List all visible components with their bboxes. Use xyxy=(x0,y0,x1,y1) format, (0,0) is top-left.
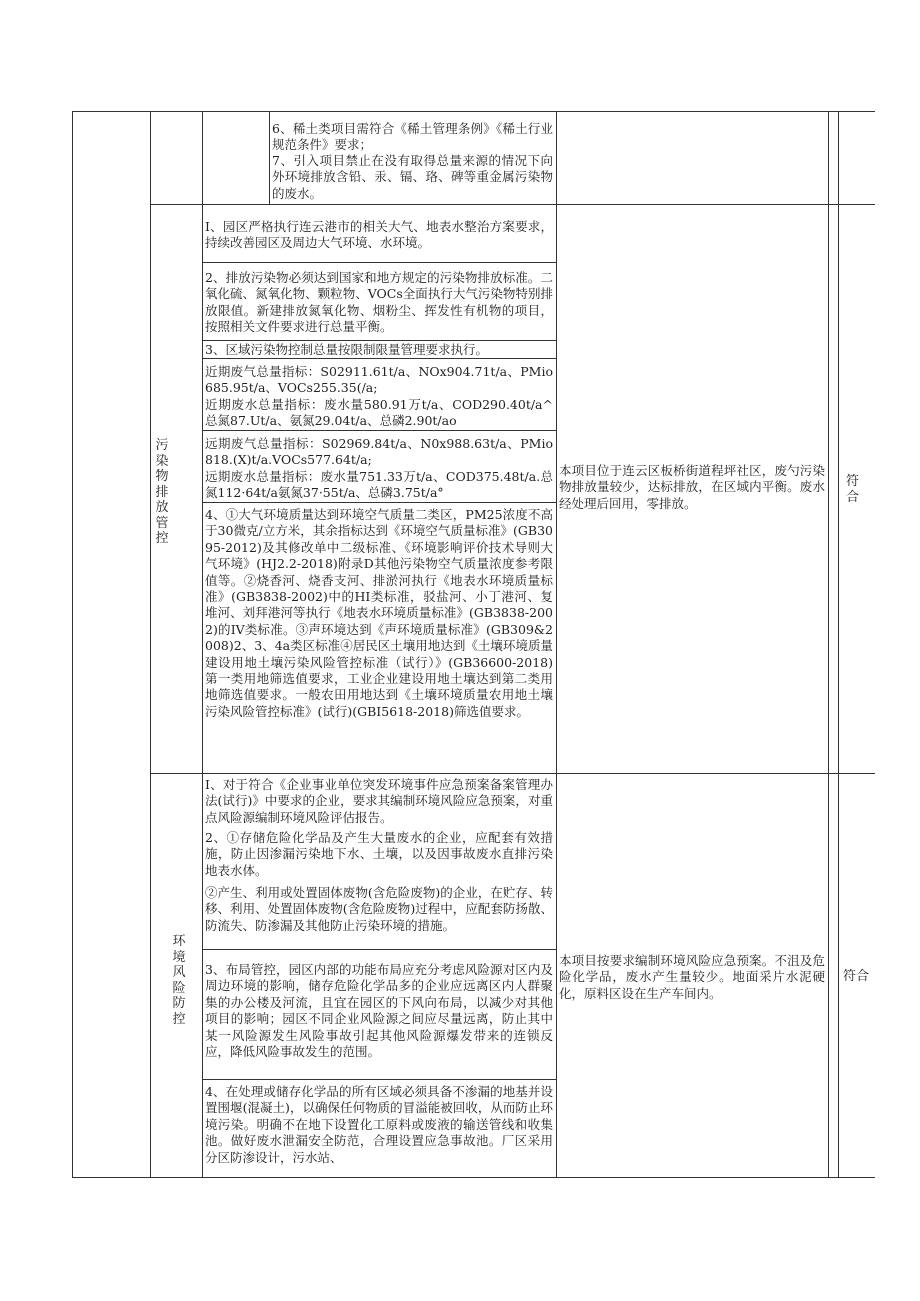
requirement-text: 4、在处理或储存化学品的所有区域必须具备不渗漏的地基并设置围堰(混凝土)，以确保任何物质的冒溢能被回收，从而防止环境污染。明确不在地下设置化工原料或废液的输送管线和收集池。做好废水泄漏安全防范，合理设置应急事故池。厂区采用分区防渗设计，污水站、 xyxy=(205,1084,553,1165)
column-rule-4 xyxy=(556,111,557,1177)
requirement-text: ②产生、利用或处置固体废物(含危险废物)的企业，在贮存、转移、利用、处置固体废物(含危险废物)过程中，应配套防扬散、防流失、防渗漏及其他防止污染环境的措施。 xyxy=(205,885,553,933)
table-border-left xyxy=(72,111,73,1177)
requirement-text: 3、区域污染物控制总量按限制限量管理要求执行。 xyxy=(205,342,488,357)
requirement-text: 近期废水总量指标：废水量580.91万t/a、COD290.40t/a^总氮87.Ut/a、氨氮29.04t/a、总磷2.90t/ao xyxy=(205,397,553,429)
table-border-bottom xyxy=(72,1177,875,1178)
requirement-text: 近期废气总量指标：S02911.61t/a、NOx904.71t/a、PMio685.95t/a、VOCs255.35(/a; xyxy=(205,364,553,396)
row-divider xyxy=(202,502,556,503)
column-rule-3 xyxy=(269,111,270,205)
table-border-top xyxy=(72,111,875,112)
requirement-text: 3、布局管控，园区内部的功能布局应充分考虑风险源对区内及周边环境的影响，储存危险化学品多的企业应远离区内人群聚集的办公楼及河流，且宜在园区的下风向布局，以减少对其他项目的影响；园区不同企业风险源之间应尽量远离，防止其中某一风险源发生风险事故引起其他风险源爆发带来的连锁反应，降低风险事故发生的范围。 xyxy=(205,962,553,1060)
row-divider xyxy=(202,949,556,950)
section-divider-1 xyxy=(150,204,875,205)
column-rule-6 xyxy=(838,111,839,1177)
requirement-text: I、对于符合《企业事业单位突发环境事件应急预案备案管理办法(试行)》中要求的企业，要求其编制环境风险应急预案，对重点风险源编制环境风险评估报告。 xyxy=(205,777,553,825)
requirement-text: I、园区严格执行连云港市的相关大气、地表水整治方案要求，持续改善园区及周边大气环境、水环境。 xyxy=(205,219,553,251)
requirement-text: 2、①存储危险化学品及产生大量废水的企业，应配套有效措施，防止因渗漏污染地下水、土壤，以及因事故废水直排污染地表水体。 xyxy=(205,830,553,878)
requirement-text: 2、排放污染物必须达到国家和地方规定的污染物排放标准。二氧化硫、氮氧化物、颗粒物、VOCs全面执行大气污染物特别排放限值。新建排放氮氧化物、烟粉尘、挥发性有机物的项目，按照相关文件要求进行总量平衡。 xyxy=(205,270,553,335)
category-label: 污 染 物 排 放 管 控 xyxy=(155,438,169,546)
requirement-text: 6、稀土类项目需符合《稀土管理条例》《稀土行业规范条件》要求； xyxy=(272,121,553,153)
column-rule-2 xyxy=(202,111,203,1177)
judgement-text: 符 合 xyxy=(846,474,860,505)
requirement-text: 远期废水总量指标：废水量751.33万t/a、COD375.48t/a.总氮112·64t/a氨氮37·55t/a、总磷3.75t/a° xyxy=(205,469,553,501)
section-divider-2 xyxy=(150,773,875,774)
requirement-text: 4、①大气环境质量达到环境空气质量二类区，PM25浓度不高于30微克/立方米，其余指标达到《环境空气质量标准》(GB3095-2012)及其修改单中二级标准、《环境影响评价技术导则大气环境》(HJ2.2-2018)附录D其他污染物空气质量浓度参考限值等。②烧香河、烧香支河、排淤河执行《地表水环境质量标准》(GB3838-2002)中的HI类标准，驳盐河、小丁港河、复堆河、刘拜港河等执行《地表水环境质量标准》(GB3838-2002)的IV类标准。③声环境达到《声环境质量标准》(GB309&2008)2、3、4a类区标准④居民区土壤用地达到《土壤环境质量建设用地土壤污染风险管控标准（试行）》(GB36600-2018)第一类用地筛选值要求，工业企业建设用地土壤达到第二类用地筛选值要求。一般农田用地达到《土壤环境质量农用地土壤污染风险管控标准》(试行)(GBI5618-2018)筛选值要求。 xyxy=(205,507,553,719)
judgement-text: 符合 xyxy=(843,969,870,984)
analysis-text: 本项目按要求编制环境风险应急预案。不沮及危险化学品，废水产生量较少。地面采片水泥硬化，原料区设在生产车间内。 xyxy=(559,953,825,1001)
row-divider xyxy=(202,262,556,263)
row-divider xyxy=(202,340,556,341)
requirement-text: 远期废气总量指标：S02969.84t/a、N0x988.63t/a、PMio818.(X)t/a.VOCs577.64t/a; xyxy=(205,436,553,468)
column-rule-1 xyxy=(150,111,151,1177)
column-rule-5 xyxy=(828,111,829,1177)
category-label: 环 境 风 险 防 控 xyxy=(172,934,186,1027)
requirement-text: 7、引入项目禁止在没有取得总量来源的情况下向外环境排放含铅、汞、镉、珞、碑等重金属污染物的废水。 xyxy=(272,153,553,201)
analysis-text: 本项目位于连云区板桥街道程坪社区，废勺污染物排放量较少，达标排放，在区域内平衡。废水经处理后回用，零排放。 xyxy=(559,463,825,511)
row-divider xyxy=(202,430,556,431)
row-divider xyxy=(202,1079,556,1080)
